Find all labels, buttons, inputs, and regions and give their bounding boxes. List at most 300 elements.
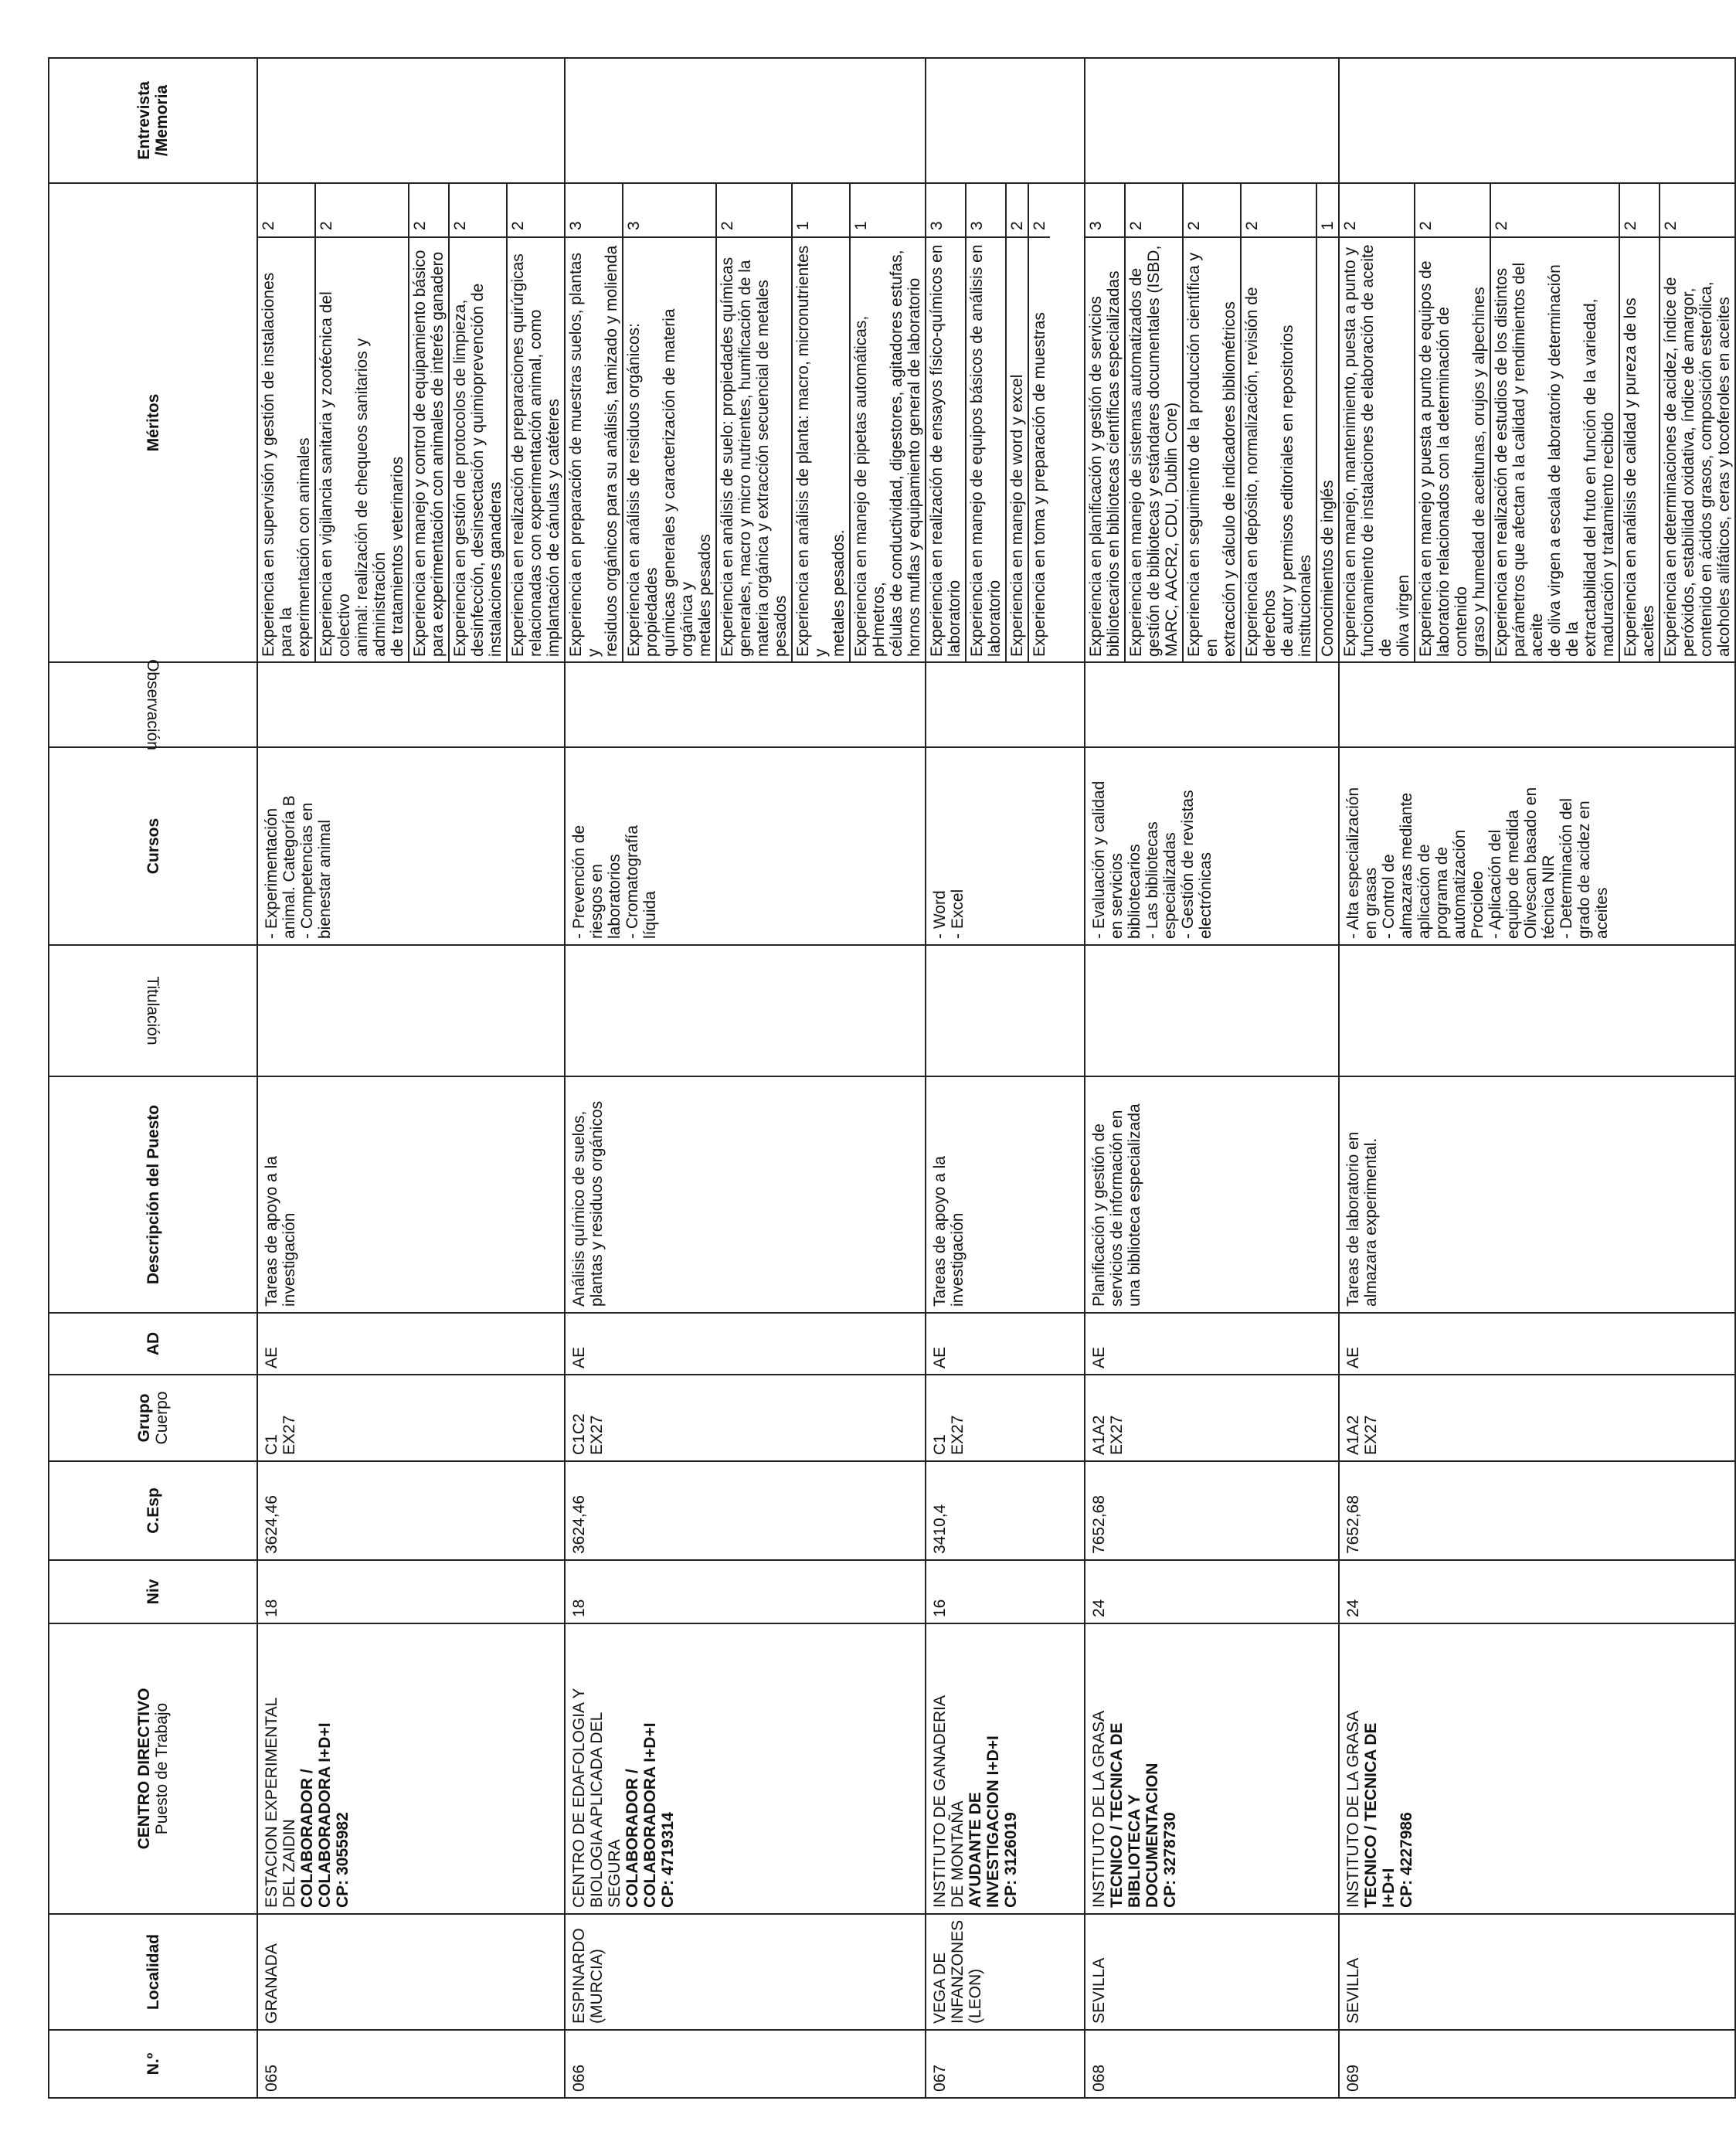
- localidad-line: (MURCIA): [588, 1949, 606, 2024]
- merito-points: 2: [1183, 184, 1241, 237]
- centro-cell: [1085, 1623, 1339, 1914]
- grupo-line: EX27: [1362, 1415, 1380, 1455]
- curso-line: - Excel: [949, 889, 967, 939]
- merito-row: [1183, 184, 1241, 661]
- merito-text: [409, 237, 449, 661]
- merito-line: graso y humedad de aceitunas, orujos y alpechines: [1470, 287, 1488, 657]
- cursos-cell: [1085, 747, 1339, 945]
- curso-line: - Word: [931, 890, 949, 939]
- ad-value: AE: [570, 1346, 588, 1368]
- header-descripcion: Descripción del Puesto: [49, 1076, 257, 1313]
- curso-line: - Competencias en: [298, 802, 316, 939]
- merito-line: para experimentación con animales de interés ganadero: [429, 251, 447, 657]
- curso-line: - Aplicación del: [1486, 829, 1504, 939]
- merito-line: de tratamientos veterinarios: [389, 456, 406, 657]
- merito-row: [1241, 184, 1316, 661]
- puesto-line: AYUDANTE DE: [967, 1792, 984, 1908]
- curso-line: - Evaluación y calidad: [1090, 780, 1108, 939]
- merito-row: [449, 184, 507, 661]
- merito-points: 2: [1006, 184, 1028, 237]
- meritos-cell: [1339, 183, 1735, 662]
- curso-line: aceites: [1593, 887, 1611, 939]
- cesp-value: 7652,68: [1344, 1495, 1362, 1554]
- merito-line: laboratorio: [946, 580, 963, 657]
- merito-text: [315, 237, 409, 661]
- puesto-line: CP: 4227986: [1398, 1812, 1415, 1908]
- grupo-line: EX27: [280, 1415, 298, 1455]
- row-number: [1085, 2030, 1339, 2098]
- merito-points: 3: [566, 184, 623, 237]
- ad-value: AE: [1090, 1346, 1108, 1368]
- merito-text: [1316, 237, 1338, 661]
- cesp-cell: [1085, 1461, 1339, 1560]
- header-row: [49, 58, 257, 2098]
- centro-line: SEGURA: [606, 1839, 623, 1908]
- row-number-text: 069: [1344, 2064, 1362, 2092]
- observacion-cell: [257, 662, 565, 747]
- merito-text: [1660, 237, 1734, 661]
- meritos-subtable: [1340, 184, 1734, 661]
- curso-line: grado de acidez en: [1575, 801, 1593, 939]
- curso-line: programa de: [1433, 846, 1451, 939]
- merito-row: [966, 184, 1006, 661]
- merito-row: [258, 184, 315, 661]
- merito-row: [1028, 184, 1050, 661]
- grupo-cell: [257, 1375, 565, 1461]
- merito-text: [716, 237, 792, 661]
- titulacion-cell: [926, 945, 1085, 1076]
- merito-points: 2: [1490, 184, 1619, 237]
- merito-line: peróxidos, estabilidad oxidativa, índice de amargor,: [1680, 287, 1697, 657]
- descripcion-cell: [565, 1076, 926, 1313]
- grupo-line: EX27: [949, 1415, 967, 1455]
- merito-line: Experiencia en manejo de pipetas automáticas, pHmetros,: [852, 315, 888, 657]
- grupo-line: A1A2: [1090, 1415, 1108, 1455]
- merito-points: 1: [792, 184, 850, 237]
- curso-line: en grasas: [1362, 867, 1380, 939]
- niv-cell: [565, 1560, 926, 1623]
- merito-text: [449, 237, 507, 661]
- centro-cell: [257, 1623, 565, 1914]
- meritos-subtable: [258, 184, 564, 661]
- cesp-cell: [926, 1461, 1085, 1560]
- merito-line: oliva virgen: [1395, 574, 1412, 657]
- descripcion-line: Planificación y gestión de: [1090, 1123, 1108, 1307]
- merito-points: 2: [1340, 184, 1415, 237]
- centro-line: CENTRO DE EDAFOLOGIA Y: [570, 1688, 588, 1908]
- merito-points: 2: [1660, 184, 1734, 237]
- puesto-line: TECNICO / TECNICA DE: [1362, 1722, 1380, 1908]
- cesp-cell: [257, 1461, 565, 1560]
- merito-line: de oliva virgen a escala de laboratorio y determinación de la: [1546, 264, 1581, 657]
- cursos-cell: [926, 747, 1085, 945]
- curso-line: - Alta especialización: [1344, 787, 1362, 939]
- merito-row: [850, 184, 925, 661]
- descripcion-line: servicios de información en: [1108, 1110, 1126, 1307]
- merito-line: extractabilidad del fruto en función de la variedad,: [1581, 298, 1599, 657]
- merito-points: 2: [315, 184, 409, 237]
- merito-row: [623, 184, 716, 661]
- row-number: [257, 2030, 565, 2098]
- puesto-line: TECNICO / TECNICA DE: [1108, 1722, 1126, 1908]
- puesto-line: BIBLIOTECA Y: [1126, 1793, 1143, 1908]
- descripcion-line: Tareas de apoyo a la: [263, 1156, 280, 1307]
- grupo-cell: [1085, 1375, 1339, 1461]
- puesto-line: CP: 4719314: [659, 1812, 677, 1908]
- curso-line: - Prevención de: [570, 824, 588, 939]
- puesto-line: CP: 3055982: [334, 1812, 352, 1908]
- centro-line: DE MONTAÑA: [949, 1800, 967, 1908]
- curso-line: - Control de: [1380, 854, 1398, 939]
- entrevista-cell: [926, 58, 1085, 183]
- niv-cell: [1085, 1560, 1339, 1623]
- table-row: [1339, 58, 1735, 2098]
- merito-text: [507, 237, 564, 661]
- merito-row: [792, 184, 850, 661]
- localidad-line: SEVILLA: [1090, 1957, 1108, 2024]
- merito-line: Experiencia en análisis de residuos orgánicos: propiedades: [625, 323, 661, 657]
- merito-row: [1085, 184, 1125, 661]
- meritos-subtable: [566, 184, 925, 661]
- meritos-cell: [1085, 183, 1339, 662]
- grupo-line: EX27: [1108, 1415, 1126, 1455]
- merito-line: funcionamiento de instalaciones de elaboración de aceite de: [1359, 244, 1395, 657]
- curso-line: equipo de medida: [1504, 810, 1522, 939]
- puesto-line: COLABORADOR /: [623, 1769, 641, 1908]
- merito-text: [966, 237, 1006, 661]
- titulacion-cell: [257, 945, 565, 1076]
- merito-row: [716, 184, 792, 661]
- merito-points: 2: [716, 184, 792, 237]
- merito-text: [566, 237, 623, 661]
- grupo-cell: [1339, 1375, 1735, 1461]
- merito-line: extracción y cálculo de indicadores bibliométricos: [1221, 301, 1238, 657]
- merito-points: 2: [449, 184, 507, 237]
- grupo-line: EX27: [588, 1415, 606, 1455]
- cesp-value: 3410,4: [931, 1504, 949, 1554]
- cursos-cell: [565, 747, 926, 945]
- merito-text: [1415, 237, 1490, 661]
- merito-text: [1085, 237, 1125, 661]
- curso-line: - Experimentación: [263, 807, 280, 939]
- meritos-cell: [565, 183, 926, 662]
- merito-row: [507, 184, 564, 661]
- localidad-line: VEGA DE: [931, 1952, 949, 2024]
- merito-points: 2: [1241, 184, 1316, 237]
- row-number-text: 068: [1090, 2064, 1108, 2092]
- entrevista-cell: [257, 58, 565, 183]
- merito-line: MARC, AACR2, CDU, Dublin Core): [1163, 402, 1181, 657]
- curso-line: Procioleo: [1469, 871, 1486, 939]
- merito-text: [850, 237, 925, 661]
- cesp-value: 3624,46: [570, 1495, 588, 1554]
- descripcion-line: Análisis químico de suelos,: [570, 1110, 588, 1307]
- merito-row: [566, 184, 623, 661]
- merito-text: [1028, 237, 1050, 661]
- merito-line: maduración y tratamiento recibido: [1599, 412, 1617, 657]
- niv-value: 24: [1344, 1599, 1362, 1617]
- merito-line: células de conductividad, digestores, agitadores estufas,: [888, 250, 905, 657]
- merito-row: [1490, 184, 1619, 661]
- merito-line: metales pesados: [696, 534, 714, 657]
- table-row: [926, 58, 1085, 2098]
- merito-line: Experiencia en manejo y control de equipamiento básico: [411, 250, 429, 657]
- puesto-line: DOCUMENTACION: [1143, 1763, 1161, 1908]
- localidad-cell: [565, 1914, 926, 2030]
- merito-points: 3: [966, 184, 1006, 237]
- ad-cell: [565, 1313, 926, 1375]
- merito-line: materia orgánica y extracción secuencial de metales: [754, 280, 772, 657]
- descripcion-cell: [1085, 1076, 1339, 1313]
- merito-text: [1490, 237, 1619, 661]
- merito-row: [1619, 184, 1660, 661]
- merito-line: contenido en ácidos grasos, composición esterólica,: [1697, 281, 1715, 657]
- curso-line: animal. Categoría B: [280, 795, 298, 939]
- merito-text: [792, 237, 850, 661]
- merito-points: 2: [1028, 184, 1050, 237]
- merito-line: Experiencia en vigilancia sanitaria y zootécnica del colectivo: [318, 291, 353, 657]
- observacion-cell: [1339, 662, 1735, 747]
- merito-row: [409, 184, 449, 661]
- titulacion-cell: [1085, 945, 1339, 1076]
- puesto-line: CP: 3126019: [1002, 1812, 1020, 1908]
- merito-line: Experiencia en manejo de sistemas automatizados de: [1127, 267, 1145, 657]
- curso-line: aplicación de: [1415, 844, 1433, 939]
- merito-text: [1340, 237, 1415, 661]
- descripcion-line: una biblioteca especializada: [1126, 1103, 1143, 1307]
- merito-line: residuos orgánicos para su análisis, tamizado y molienda: [603, 245, 620, 657]
- ad-cell: [257, 1313, 565, 1375]
- merito-text: [623, 237, 716, 661]
- merito-line: bibliotecarios en bibliotecas científicas especializadas: [1105, 270, 1123, 657]
- localidad-cell: [1085, 1914, 1339, 2030]
- table-body: [257, 58, 1735, 2098]
- cursos-cell: [1339, 747, 1735, 945]
- merito-points: 1: [1316, 184, 1338, 237]
- header-cursos: Cursos: [49, 747, 257, 945]
- localidad-line: INFANZONES: [949, 1919, 967, 2024]
- localidad-cell: [1339, 1914, 1735, 2030]
- merito-points: 3: [926, 184, 966, 237]
- centro-line: INSTITUTO DE LA GRASA: [1090, 1710, 1108, 1908]
- merito-line: experimentación con animales: [295, 437, 313, 657]
- curso-line: riesgos en: [588, 864, 606, 939]
- header-centro: CENTRO DIRECTIVO Puesto de Trabajo: [49, 1623, 257, 1914]
- niv-value: 18: [263, 1599, 280, 1617]
- merito-points: 2: [1415, 184, 1490, 237]
- ad-value: AE: [263, 1346, 280, 1368]
- niv-cell: [257, 1560, 565, 1623]
- merito-line: desinfección, desinsectación y quimioprevención de: [469, 283, 487, 657]
- merito-row: [1316, 184, 1338, 661]
- merito-row: [1415, 184, 1490, 661]
- merito-line: Experiencia en manejo de equipos básicos de análisis en: [968, 244, 986, 657]
- merito-line: Experiencia en manejo y puesta a punto de equipos de: [1417, 260, 1435, 657]
- puesto-line: COLABORADOR /: [298, 1769, 316, 1908]
- merito-line: Experiencia en realización de preparaciones quirúrgicas: [509, 253, 527, 657]
- localidad-cell: [926, 1914, 1085, 2030]
- descripcion-line: plantas y residuos orgánicos: [588, 1100, 606, 1307]
- localidad-line: GRANADA: [263, 1943, 280, 2024]
- curso-line: - Cromatografía: [623, 824, 641, 939]
- merito-text: [1006, 237, 1028, 661]
- curso-line: en servicios: [1108, 853, 1126, 939]
- meritos-cell: [257, 183, 565, 662]
- puesto-line: CP: 3278730: [1161, 1812, 1179, 1908]
- curso-line: bibliotecarios: [1126, 844, 1143, 939]
- merito-line: gestión de bibliotecas y estándares documentales (ISBD,: [1145, 245, 1163, 657]
- puesto-line: I+D+I: [1380, 1868, 1398, 1908]
- merito-line: Experiencia en toma y preparación de muestras: [1031, 312, 1048, 657]
- centro-cell: [1339, 1623, 1735, 1914]
- curso-line: especializadas: [1161, 832, 1179, 939]
- header-grupo: Grupo Cuerpo: [49, 1375, 257, 1461]
- row-number: [926, 2030, 1085, 2098]
- centro-cell: [926, 1623, 1085, 1914]
- merito-points: 2: [507, 184, 564, 237]
- merito-text: [1183, 237, 1241, 661]
- merito-text: [1241, 237, 1316, 661]
- curso-line: - Gestión de revistas: [1179, 790, 1197, 939]
- header-entrevista: Entrevista /Memoria: [49, 58, 257, 183]
- centro-cell: [565, 1623, 926, 1914]
- entrevista-cell: [1339, 58, 1735, 183]
- merito-points: 2: [409, 184, 449, 237]
- meritos-cell: [926, 183, 1085, 662]
- merito-line: químicas generales y caracterización de materia orgánica y: [661, 308, 696, 657]
- merito-line: alcoholes alifáticos, ceras y tocoferoles en aceites: [1715, 297, 1733, 657]
- merito-line: Conocimientos de inglés: [1319, 480, 1337, 657]
- merito-line: Experiencia en manejo de word y excel: [1008, 374, 1026, 657]
- grupo-cell: [565, 1375, 926, 1461]
- merito-line: Experiencia en gestión de protocolos de limpieza,: [451, 299, 469, 657]
- centro-line: BIOLOGIA APLICADA DEL: [588, 1712, 606, 1908]
- merito-line: Experiencia en análisis de suelo: propiedades químicas: [719, 257, 736, 657]
- table-row: [257, 58, 565, 2098]
- ad-cell: [1339, 1313, 1735, 1375]
- merito-row: [1125, 184, 1183, 661]
- curso-line: técnica NIR: [1540, 855, 1558, 939]
- descripcion-line: investigación: [280, 1212, 298, 1307]
- curso-line: - Determinación del: [1558, 797, 1575, 939]
- merito-line: Experiencia en manejo, mantenimiento, puesta a punto y: [1341, 247, 1359, 657]
- puesto-line: INVESTIGACION I+D+I: [984, 1735, 1002, 1908]
- ad-cell: [1085, 1313, 1339, 1375]
- merito-line: Experiencia en determinaciones de acidez, índice de: [1662, 277, 1680, 657]
- descripcion-line: almazara experimental.: [1362, 1137, 1380, 1307]
- ad-value: AE: [1344, 1346, 1362, 1368]
- header-titulacion: Titulación: [49, 945, 257, 1076]
- merito-line: Experiencia en supervisión y gestión de instalaciones para la: [260, 272, 295, 657]
- localidad-cell: [257, 1914, 565, 2030]
- localidad-line: SEVILLA: [1344, 1957, 1362, 2024]
- merito-points: 2: [1125, 184, 1183, 237]
- cesp-cell: [1339, 1461, 1735, 1560]
- merito-line: instalaciones ganaderas: [487, 481, 504, 657]
- descripcion-cell: [257, 1076, 565, 1313]
- merito-text: [1125, 237, 1183, 661]
- descripcion-line: Tareas de apoyo a la: [931, 1156, 949, 1307]
- curso-line: Olivescan basado en: [1522, 787, 1540, 939]
- merito-points: 2: [258, 184, 315, 237]
- centro-line: ESTACION EXPERIMENTAL: [263, 1697, 280, 1908]
- entrevista-cell: [565, 58, 926, 183]
- header-n: N.º: [49, 2030, 257, 2098]
- merito-line: Experiencia en realización de ensayos físico-químicos en: [928, 244, 946, 657]
- centro-line: INSTITUTO DE GANADERIA: [931, 1695, 949, 1908]
- curso-line: electrónicas: [1197, 852, 1215, 939]
- observacion-cell: [565, 662, 926, 747]
- row-number: [1339, 2030, 1735, 2098]
- merito-points: 3: [1085, 184, 1125, 237]
- grupo-line: C1: [931, 1434, 949, 1455]
- merito-line: Experiencia en realización de estudios de los distintos: [1493, 267, 1510, 657]
- niv-value: 24: [1090, 1599, 1108, 1617]
- curso-line: bienestar animal: [316, 819, 334, 939]
- merito-line: Experiencia en preparación de muestras suelos, plantas y: [567, 253, 603, 657]
- header-localidad: Localidad: [49, 1914, 257, 2030]
- curso-line: laboratorios: [606, 854, 623, 939]
- job-listing-table: [48, 57, 1736, 2099]
- descripcion-cell: [926, 1076, 1085, 1313]
- merito-line: relacionadas con experimentación animal, como: [527, 309, 545, 657]
- header-niv: Niv: [49, 1560, 257, 1623]
- observacion-cell: [1085, 662, 1339, 747]
- merito-line: metales pesados.: [830, 529, 848, 657]
- rotated-table-wrapper: [48, 59, 1733, 2099]
- merito-row: [1660, 184, 1734, 661]
- merito-line: Experiencia en análisis de calidad y pureza de los aceites: [1622, 297, 1657, 657]
- table-row: [565, 58, 926, 2098]
- meritos-subtable: [926, 184, 1050, 661]
- localidad-line: ESPINARDO: [570, 1928, 588, 2024]
- curso-line: automatización: [1451, 829, 1469, 939]
- row-number-text: 065: [263, 2064, 280, 2092]
- observacion-cell: [926, 662, 1085, 747]
- merito-line: Experiencia en depósito, normalización, revisión de derechos: [1243, 287, 1279, 657]
- merito-line: implantación de cánulas y catéteres: [545, 399, 562, 657]
- merito-line: pesados: [772, 595, 790, 657]
- header-meritos: Méritos: [49, 183, 257, 662]
- niv-cell: [1339, 1560, 1735, 1623]
- niv-value: 18: [570, 1599, 588, 1617]
- header-observacion: Observación: [49, 662, 257, 747]
- merito-points: 3: [623, 184, 716, 237]
- merito-line: hornos muflas y equipamiento general de laboratorio: [905, 277, 923, 657]
- merito-line: laboratorio relacionados con la determinación de contenido: [1435, 307, 1470, 657]
- cesp-value: 3624,46: [263, 1495, 280, 1554]
- niv-value: 16: [931, 1599, 949, 1617]
- merito-points: 2: [1619, 184, 1660, 237]
- cesp-value: 7652,68: [1090, 1495, 1108, 1554]
- merito-row: [315, 184, 409, 661]
- titulacion-cell: [1339, 945, 1735, 1076]
- grupo-cell: [926, 1375, 1085, 1461]
- header-ad: AD: [49, 1313, 257, 1375]
- merito-line: laboratorio: [986, 580, 1004, 657]
- niv-cell: [926, 1560, 1085, 1623]
- merito-row: [1340, 184, 1415, 661]
- merito-text: [1619, 237, 1660, 661]
- grupo-line: A1A2: [1344, 1415, 1362, 1455]
- curso-line: almazaras mediante: [1398, 792, 1415, 939]
- puesto-line: COLABORADORA I+D+I: [316, 1722, 334, 1908]
- merito-row: [926, 184, 966, 661]
- merito-points: 1: [850, 184, 925, 237]
- titulacion-cell: [565, 945, 926, 1076]
- row-number-text: 066: [570, 2064, 588, 2092]
- entrevista-cell: [1085, 58, 1339, 183]
